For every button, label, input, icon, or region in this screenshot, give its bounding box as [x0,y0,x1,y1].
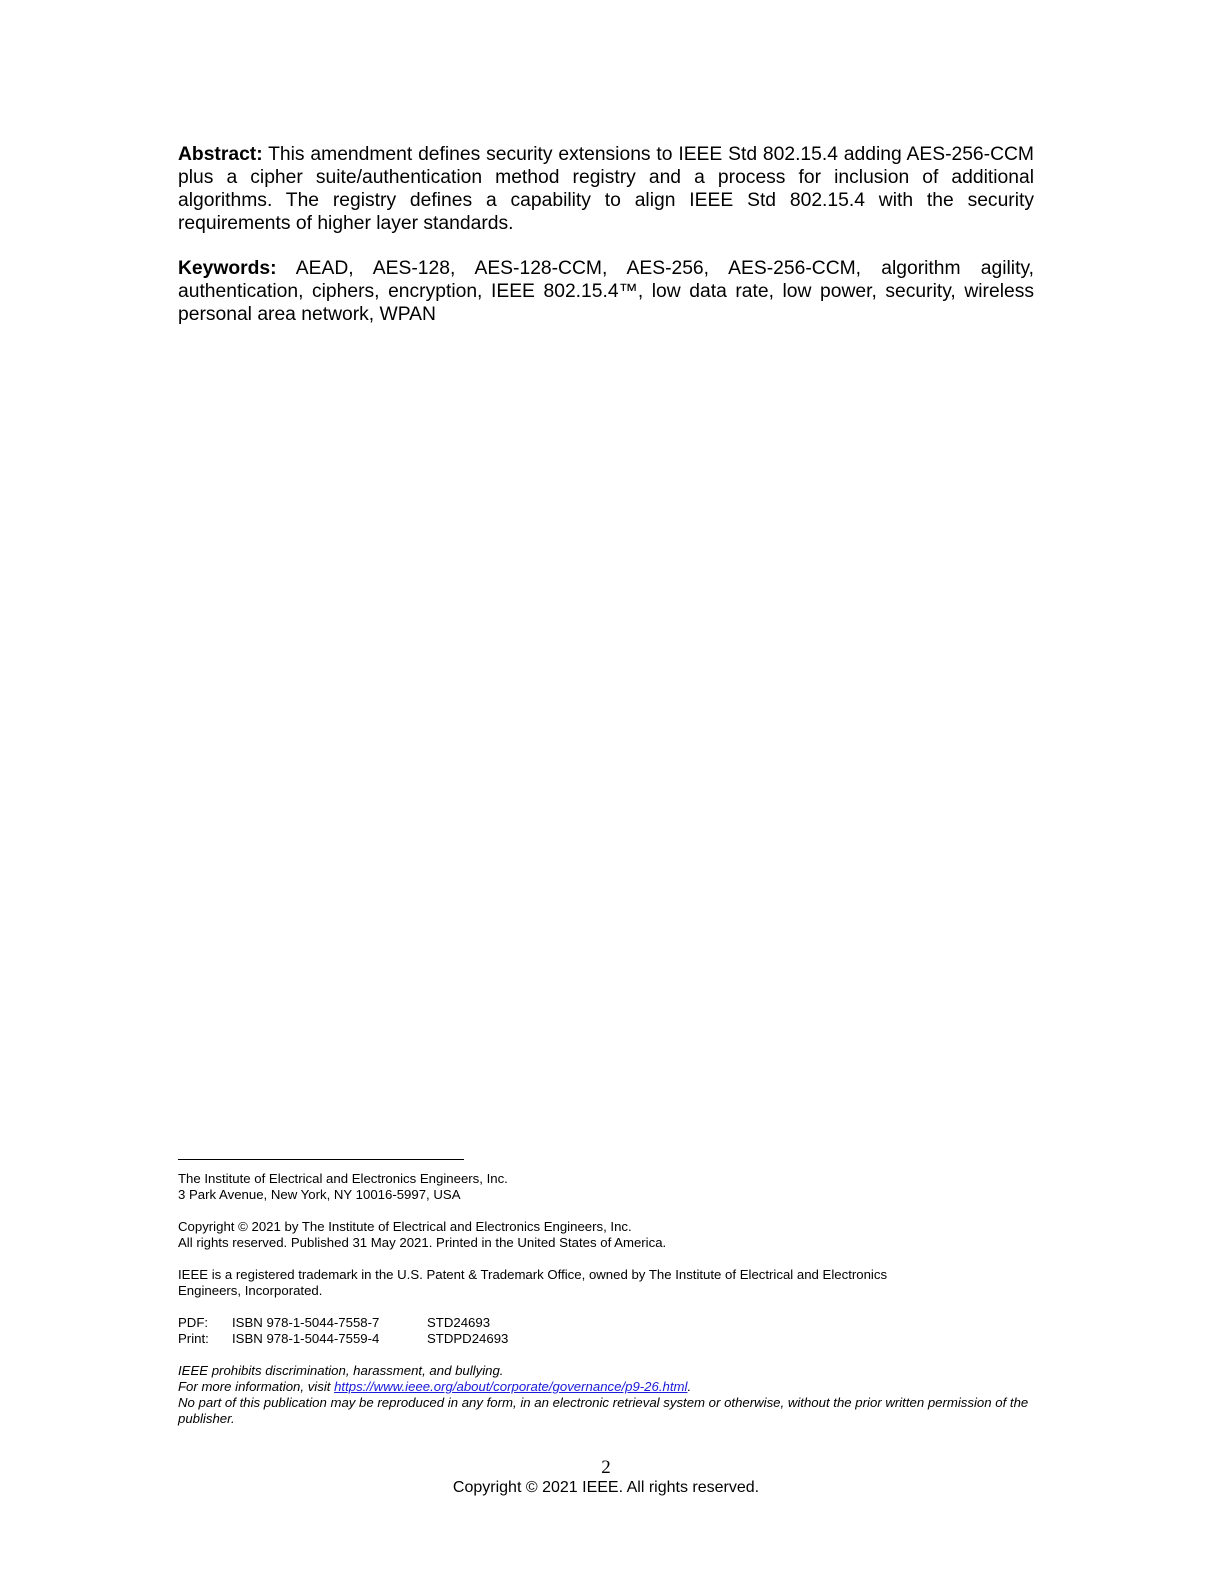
front-matter-notes [178,1159,1038,1443]
publisher-name: The Institute of Electrical and Electronics Engineers, Inc. [178,1171,508,1186]
trademark-text: IEEE is a registered trademark in the U.S. Patent & Trademark Office, owned by The Institute of Electrical and Electronics Engineers, Incorporated. [178,1267,888,1298]
trademark-block [178,1267,1038,1299]
footnote-divider [178,1159,464,1160]
isbn-format: Print: [178,1331,209,1346]
keywords-text: AEAD, AES-128, AES-128-CCM, AES-256, AES-256-CCM, algorithm agility, authentication, ciphers, encryption, IEEE 802.15.4™, low data rate, low power, security, wireless personal area network, WPAN [178,258,1035,325]
keywords-paragraph [178,257,1034,326]
isbn-number: ISBN 978-1-5044-7558-7 [232,1315,380,1330]
main-content [178,143,1034,348]
page-footer-copyright: Copyright © 2021 IEEE. All rights reserved. [452,1479,760,1496]
isbn-block [178,1315,1038,1347]
copyright-block [178,1219,1038,1251]
governance-policy-link[interactable]: https://www.ieee.org/about/corporate/governance/p9-26.html [334,1379,688,1394]
abstract-label: Abstract: [178,144,263,165]
isbn-row-print [178,1331,1038,1347]
publisher-block [178,1171,1038,1203]
isbn-row-pdf [178,1315,1038,1331]
abstract-paragraph [178,143,1034,235]
page-number: 2 [601,1457,611,1478]
copyright-line-1: Copyright © 2021 by The Institute of Electrical and Electronics Engineers, Inc. [178,1219,632,1234]
abstract-text: This amendment defines security extensions to IEEE Std 802.15.4 adding AES-256-CCM plus a cipher suite/authentication method registry and a process for inclusion of additional algorithms. The registry defines a capability to align IEEE Std 802.15.4 with the security requirements of higher layer standards. [178,144,1034,234]
isbn-code: STD24693 [427,1315,491,1330]
notice-line-2 [178,1379,1038,1395]
publisher-address: 3 Park Avenue, New York, NY 10016-5997, USA [178,1187,461,1202]
notice-line-1: IEEE prohibits discrimination, harassment, and bullying. [178,1363,504,1378]
notice-line-3: No part of this publication may be reproduced in any form, in an electronic retrieval system or otherwise, without the prior written permission of the publisher. [178,1395,1029,1426]
notice-suffix: . [687,1379,692,1394]
isbn-number: ISBN 978-1-5044-7559-4 [232,1331,380,1346]
isbn-format: PDF: [178,1315,209,1330]
copyright-line-2: All rights reserved. Published 31 May 2021. Printed in the United States of America. [178,1235,667,1250]
notice-prefix: For more information, visit [178,1379,335,1394]
notice-block [178,1363,1038,1427]
isbn-code: STDPD24693 [427,1331,509,1346]
keywords-label: Keywords: [178,258,277,279]
